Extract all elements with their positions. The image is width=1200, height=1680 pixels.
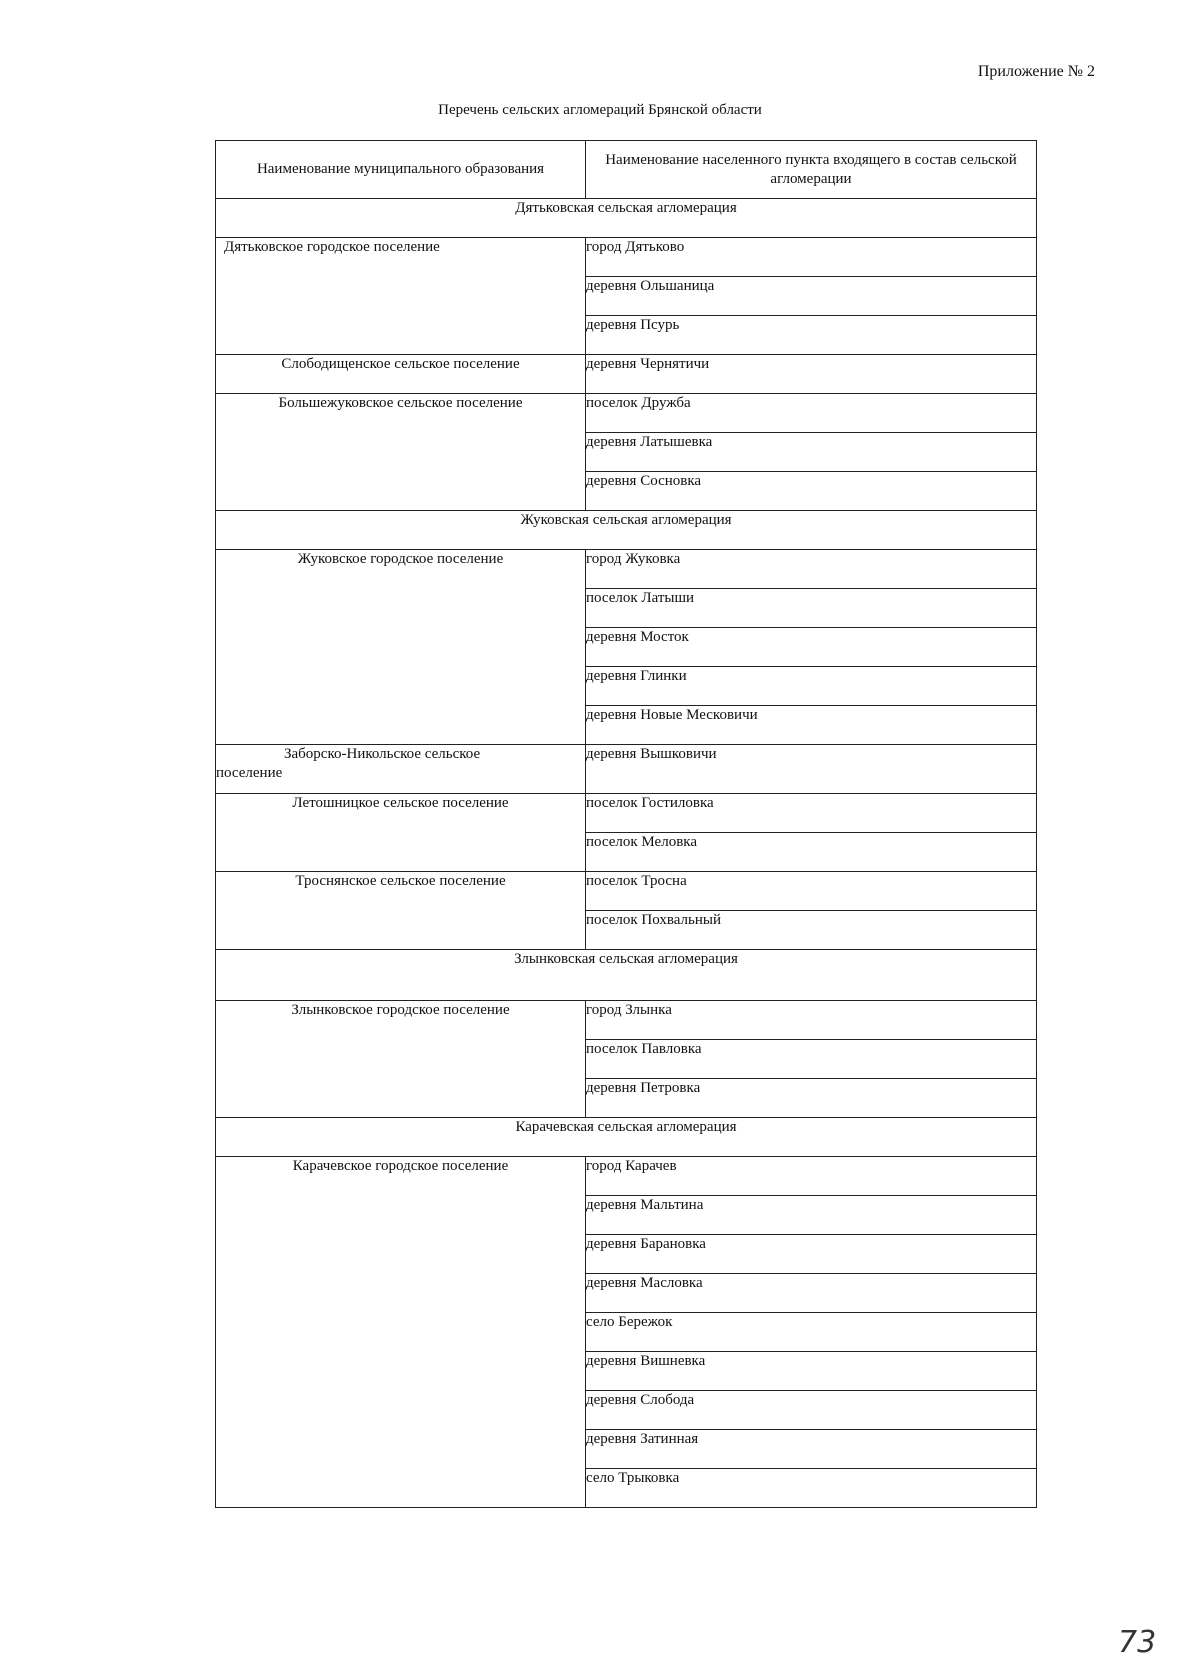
group-row xyxy=(216,199,1037,238)
settlement-cell: город Жуковка xyxy=(586,550,1037,589)
settlement-cell: поселок Похвальный xyxy=(586,911,1037,950)
municipality-name-line1: Заборско-Никольское сельское xyxy=(284,746,481,762)
settlement-cell: деревня Затинная xyxy=(586,1430,1037,1469)
municipality-cell: Троснянское сельское поселение xyxy=(216,872,586,950)
table-row xyxy=(216,1157,1037,1196)
settlement-cell: село Трыковка xyxy=(586,1469,1037,1508)
table-row xyxy=(216,394,1037,433)
municipality-cell xyxy=(216,745,586,794)
municipality-cell: Карачевское городское поселение xyxy=(216,1157,586,1508)
settlement-cell: деревня Мальтина xyxy=(586,1196,1037,1235)
table-row xyxy=(216,872,1037,911)
settlement-cell: деревня Псурь xyxy=(586,316,1037,355)
settlement-cell: деревня Петровка xyxy=(586,1079,1037,1118)
municipality-cell: Дятьковское городское поселение xyxy=(216,238,586,355)
settlement-cell: город Злынка xyxy=(586,1001,1037,1040)
settlement-cell: деревня Сосновка xyxy=(586,472,1037,511)
group-row xyxy=(216,950,1037,1001)
municipality-cell: Жуковское городское поселение xyxy=(216,550,586,745)
municipality-cell: Большежуковское сельское поселение xyxy=(216,394,586,511)
settlement-cell: поселок Меловка xyxy=(586,833,1037,872)
header-settlement: Наименование населенного пункта входящего в состав сельской агломерации xyxy=(586,141,1037,199)
table-row xyxy=(216,745,1037,794)
document-title: Перечень сельских агломераций Брянской области xyxy=(438,102,762,118)
settlement-cell: поселок Латыши xyxy=(586,589,1037,628)
settlement-cell: деревня Слобода xyxy=(586,1391,1037,1430)
agglomerations-table xyxy=(215,140,1037,1508)
table-row xyxy=(216,550,1037,589)
table-header-row xyxy=(216,141,1037,199)
settlement-cell: деревня Чернятичи xyxy=(586,355,1037,394)
municipality-cell: Летошницкое сельское поселение xyxy=(216,794,586,872)
municipality-name-line2: поселение xyxy=(216,765,283,781)
group-row xyxy=(216,1118,1037,1157)
table-row xyxy=(216,238,1037,277)
settlement-cell: деревня Латышевка xyxy=(586,433,1037,472)
settlement-cell: деревня Глинки xyxy=(586,667,1037,706)
settlement-cell: деревня Вышковичи xyxy=(586,745,1037,794)
settlement-cell: деревня Мосток xyxy=(586,628,1037,667)
settlement-cell: город Дятьково xyxy=(586,238,1037,277)
settlement-cell: село Бережок xyxy=(586,1313,1037,1352)
settlement-cell: поселок Павловка xyxy=(586,1040,1037,1079)
group-title: Карачевская сельская агломерация xyxy=(216,1118,1037,1157)
municipality-cell: Слободищенское сельское поселение xyxy=(216,355,586,394)
settlement-cell: поселок Гостиловка xyxy=(586,794,1037,833)
settlement-cell: город Карачев xyxy=(586,1157,1037,1196)
appendix-label: Приложение № 2 xyxy=(977,63,1095,80)
settlement-cell: поселок Дружба xyxy=(586,394,1037,433)
settlement-cell: поселок Тросна xyxy=(586,872,1037,911)
header-municipality: Наименование муниципального образования xyxy=(216,141,586,199)
group-title: Злынковская сельская агломерация xyxy=(216,950,1037,1001)
handwritten-page-number: 73 xyxy=(1118,1625,1157,1660)
settlement-cell: деревня Новые Месковичи xyxy=(586,706,1037,745)
table-row xyxy=(216,794,1037,833)
settlement-cell: деревня Барановка xyxy=(586,1235,1037,1274)
group-title: Жуковская сельская агломерация xyxy=(216,511,1037,550)
settlement-cell: деревня Ольшаница xyxy=(586,277,1037,316)
settlement-cell: деревня Вишневка xyxy=(586,1352,1037,1391)
group-title: Дятьковская сельская агломерация xyxy=(216,199,1037,238)
group-row xyxy=(216,511,1037,550)
table-row xyxy=(216,355,1037,394)
table-row xyxy=(216,1001,1037,1040)
municipality-cell: Злынковское городское поселение xyxy=(216,1001,586,1118)
settlement-cell: деревня Масловка xyxy=(586,1274,1037,1313)
